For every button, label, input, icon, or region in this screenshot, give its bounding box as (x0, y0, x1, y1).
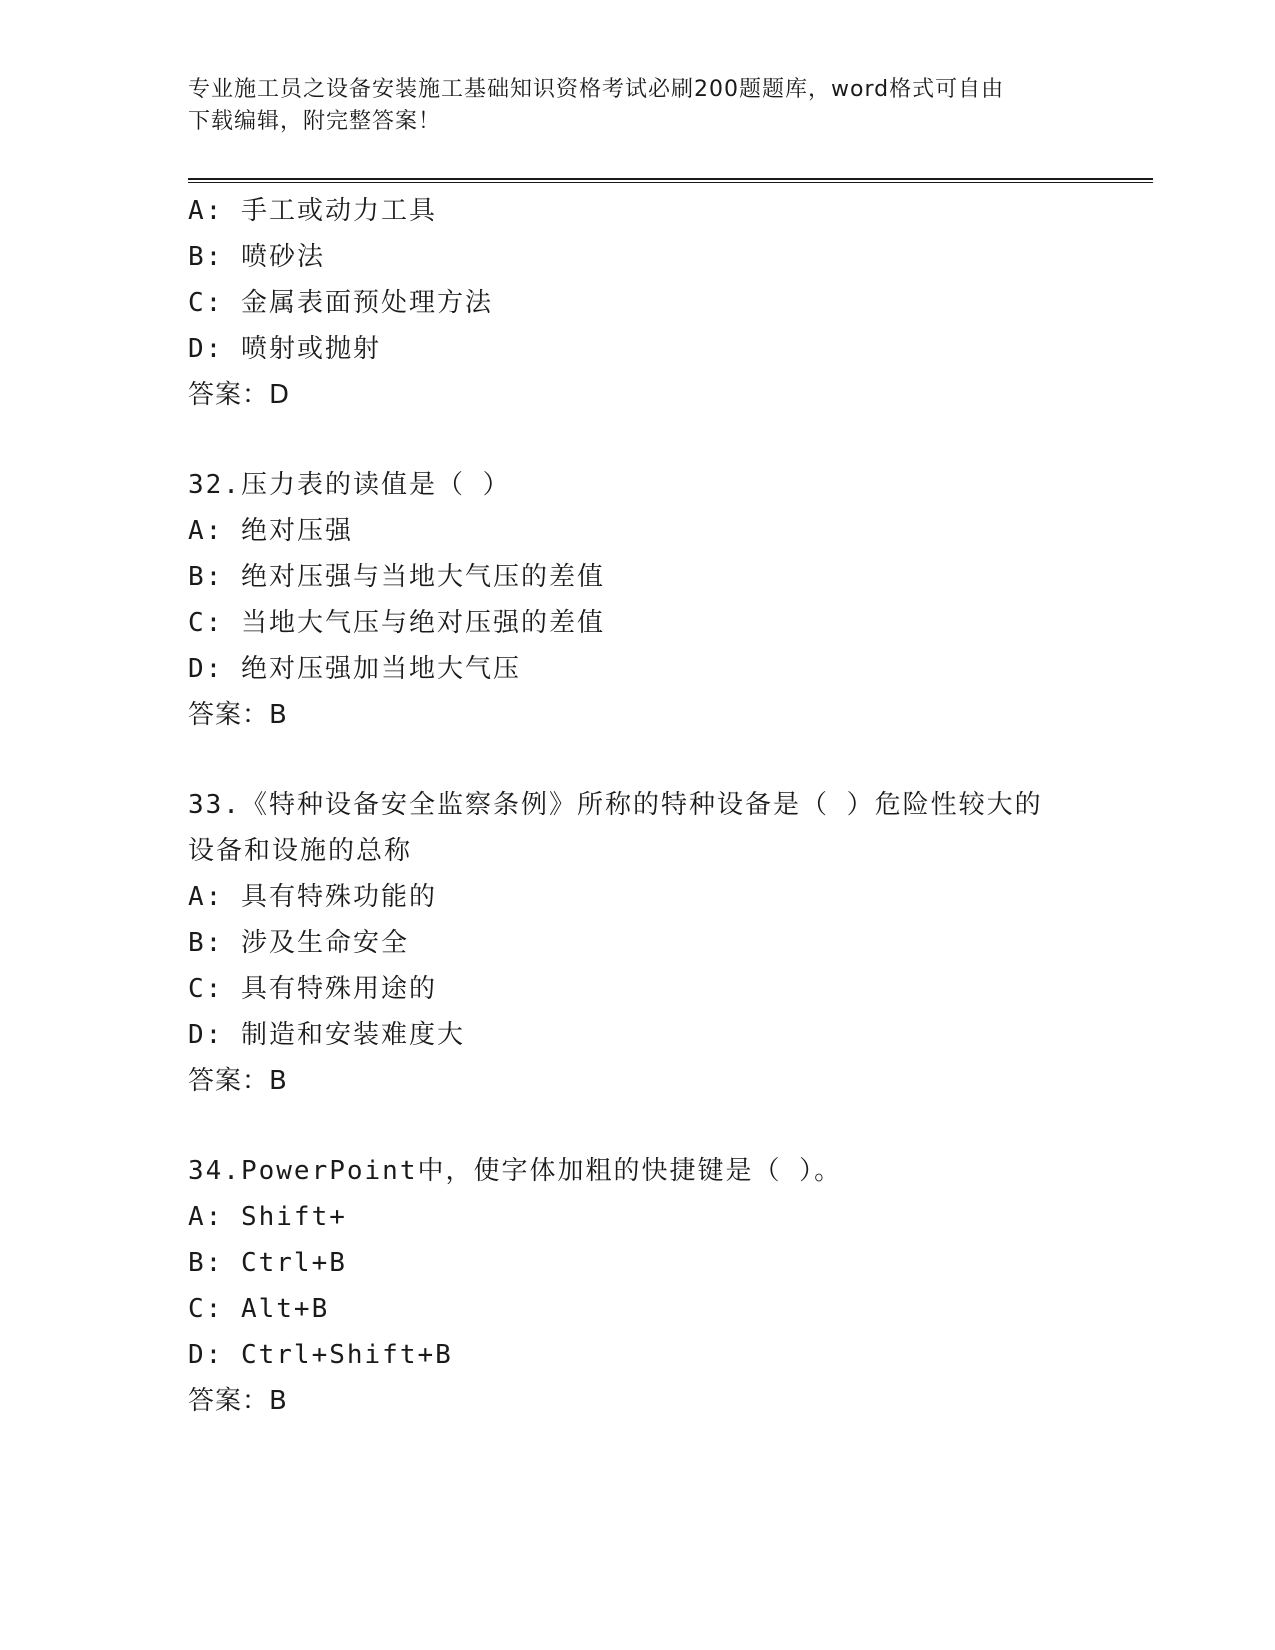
page-header (188, 74, 1088, 138)
option-b: B: 喷砂法 (188, 242, 325, 272)
question-text: 32.压力表的读值是（ ） (188, 470, 511, 500)
answer: 答案：B (188, 1386, 288, 1416)
option-a: A: 手工或动力工具 (188, 196, 437, 226)
option-a: A: 绝对压强 (188, 516, 353, 546)
option-d: D: Ctrl+Shift+B (188, 1340, 453, 1370)
option-d: D: 喷射或抛射 (188, 334, 381, 364)
option-c: C: Alt+B (188, 1294, 330, 1324)
header-title-line1: 专业施工员之设备安装施工基础知识资格考试必刷200题题库，word格式可自由 (188, 77, 1005, 102)
option-b: B: 涉及生命安全 (188, 928, 409, 958)
question-text-line1: 33.《特种设备安全监察条例》所称的特种设备是（ ）危险性较大的 (188, 790, 1043, 820)
option-a: A: Shift+ (188, 1202, 347, 1232)
answer: 答案：B (188, 700, 288, 730)
spacer (188, 738, 1118, 782)
header-divider (188, 178, 1153, 183)
spacer (188, 1104, 1118, 1148)
header-title-line2: 下载编辑，附完整答案！ (188, 109, 442, 134)
spacer (188, 418, 1118, 462)
option-d: D: 制造和安装难度大 (188, 1020, 465, 1050)
option-b: B: Ctrl+B (188, 1248, 347, 1278)
option-d: D: 绝对压强加当地大气压 (188, 654, 521, 684)
question-text: 34.PowerPoint中，使字体加粗的快捷键是（ ）。 (188, 1156, 843, 1186)
option-a: A: 具有特殊功能的 (188, 882, 437, 912)
answer: 答案：B (188, 1066, 288, 1096)
question-text-line2: 设备和设施的总称 (188, 836, 413, 866)
answer: 答案：D (188, 380, 291, 410)
option-c: C: 具有特殊用途的 (188, 974, 437, 1004)
question-list (188, 188, 1118, 1424)
question-33 (188, 782, 1118, 1104)
option-b: B: 绝对压强与当地大气压的差值 (188, 562, 605, 592)
option-c: C: 金属表面预处理方法 (188, 288, 493, 318)
question-32 (188, 462, 1118, 738)
question-31 (188, 188, 1118, 418)
option-c: C: 当地大气压与绝对压强的差值 (188, 608, 605, 638)
question-34 (188, 1148, 1118, 1424)
